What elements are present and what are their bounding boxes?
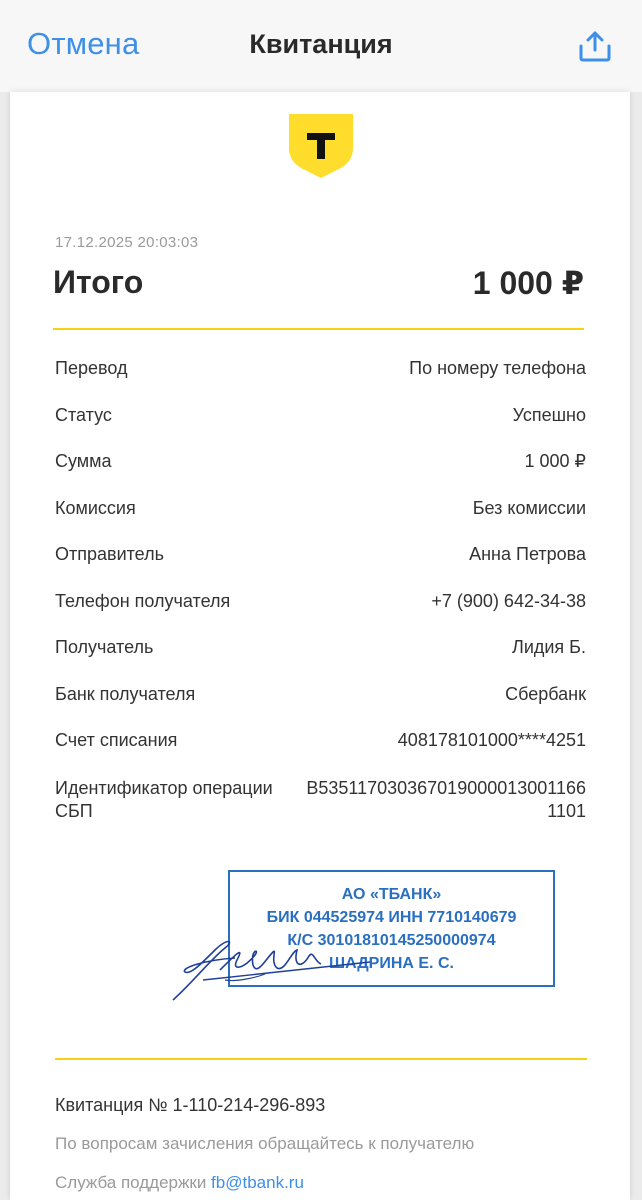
signature: [165, 910, 380, 1005]
detail-label: Получатель: [55, 637, 154, 657]
detail-value: Анна Петрова: [469, 544, 586, 564]
detail-row-sender: [55, 544, 586, 591]
detail-row-recipient: [55, 637, 586, 684]
detail-label: Перевод: [55, 358, 128, 378]
detail-value: Сбербанк: [505, 683, 586, 704]
support-prefix: Служба поддержки: [55, 1173, 212, 1192]
detail-row-sbp-id: [55, 777, 586, 837]
detail-label: Статус: [55, 404, 112, 425]
page-title-text: Квитанция: [249, 29, 393, 59]
detail-value: 408178101000****4251: [397, 730, 586, 750]
detail-row-status: [55, 405, 586, 452]
detail-row-transfer: [55, 358, 586, 405]
detail-value: Лидия Б.: [512, 637, 586, 657]
receipt-card: [10, 92, 630, 1200]
support-line: [55, 1173, 304, 1193]
detail-label: Телефон получателя: [55, 590, 231, 611]
detail-row-recipient-bank: [55, 684, 586, 731]
detail-value: B535117030367019000013001166 1101: [306, 777, 586, 821]
stamp-line: К/С 30101810145250000974: [287, 932, 496, 949]
detail-value: По номеру телефона: [409, 358, 586, 378]
detail-row-commission: [55, 498, 586, 545]
detail-value: Без комиссии: [472, 497, 586, 518]
share-icon[interactable]: [578, 30, 612, 62]
detail-value: 1 000 ₽: [524, 451, 586, 471]
navigation-bar: [0, 0, 642, 92]
support-email-link[interactable]: fb@tbank.ru: [211, 1173, 304, 1192]
stamp-line: ШАДРИНА Е. С.: [329, 955, 454, 972]
detail-row-debit-account: [55, 730, 586, 777]
detail-label: Отправитель: [55, 544, 164, 564]
stamp-line: БИК 044525974 ИНН 7710140679: [266, 909, 517, 926]
detail-label: Сумма: [55, 451, 112, 471]
operation-datetime: 17.12.2025 20:03:03: [55, 234, 199, 251]
info-text: По вопросам зачисления обращайтесь к получателю: [55, 1134, 475, 1153]
detail-value: +7 (900) 642-34-38: [431, 590, 586, 611]
detail-value: Успешно: [512, 404, 586, 425]
detail-label: Банк получателя: [55, 683, 196, 704]
detail-label: Идентификатор операции СБП: [55, 777, 273, 821]
cancel-button[interactable]: Отмена: [27, 26, 140, 61]
detail-row-recipient-phone: [55, 591, 586, 638]
details-list: [55, 358, 586, 837]
total-amount: 1 000 ₽: [472, 265, 584, 301]
divider-top: [53, 328, 584, 330]
tbank-shield-logo: [289, 114, 353, 178]
page-title: [0, 29, 642, 60]
divider-bottom: [55, 1058, 587, 1060]
detail-label: Счет списания: [55, 730, 178, 750]
total-label: Итого: [53, 264, 144, 300]
receipt-number: Квитанция № 1-110-214-296-893: [55, 1095, 326, 1115]
detail-row-amount: [55, 451, 586, 498]
detail-label: Комиссия: [55, 497, 136, 518]
stamp-line: АО «ТБАНК»: [341, 886, 442, 903]
